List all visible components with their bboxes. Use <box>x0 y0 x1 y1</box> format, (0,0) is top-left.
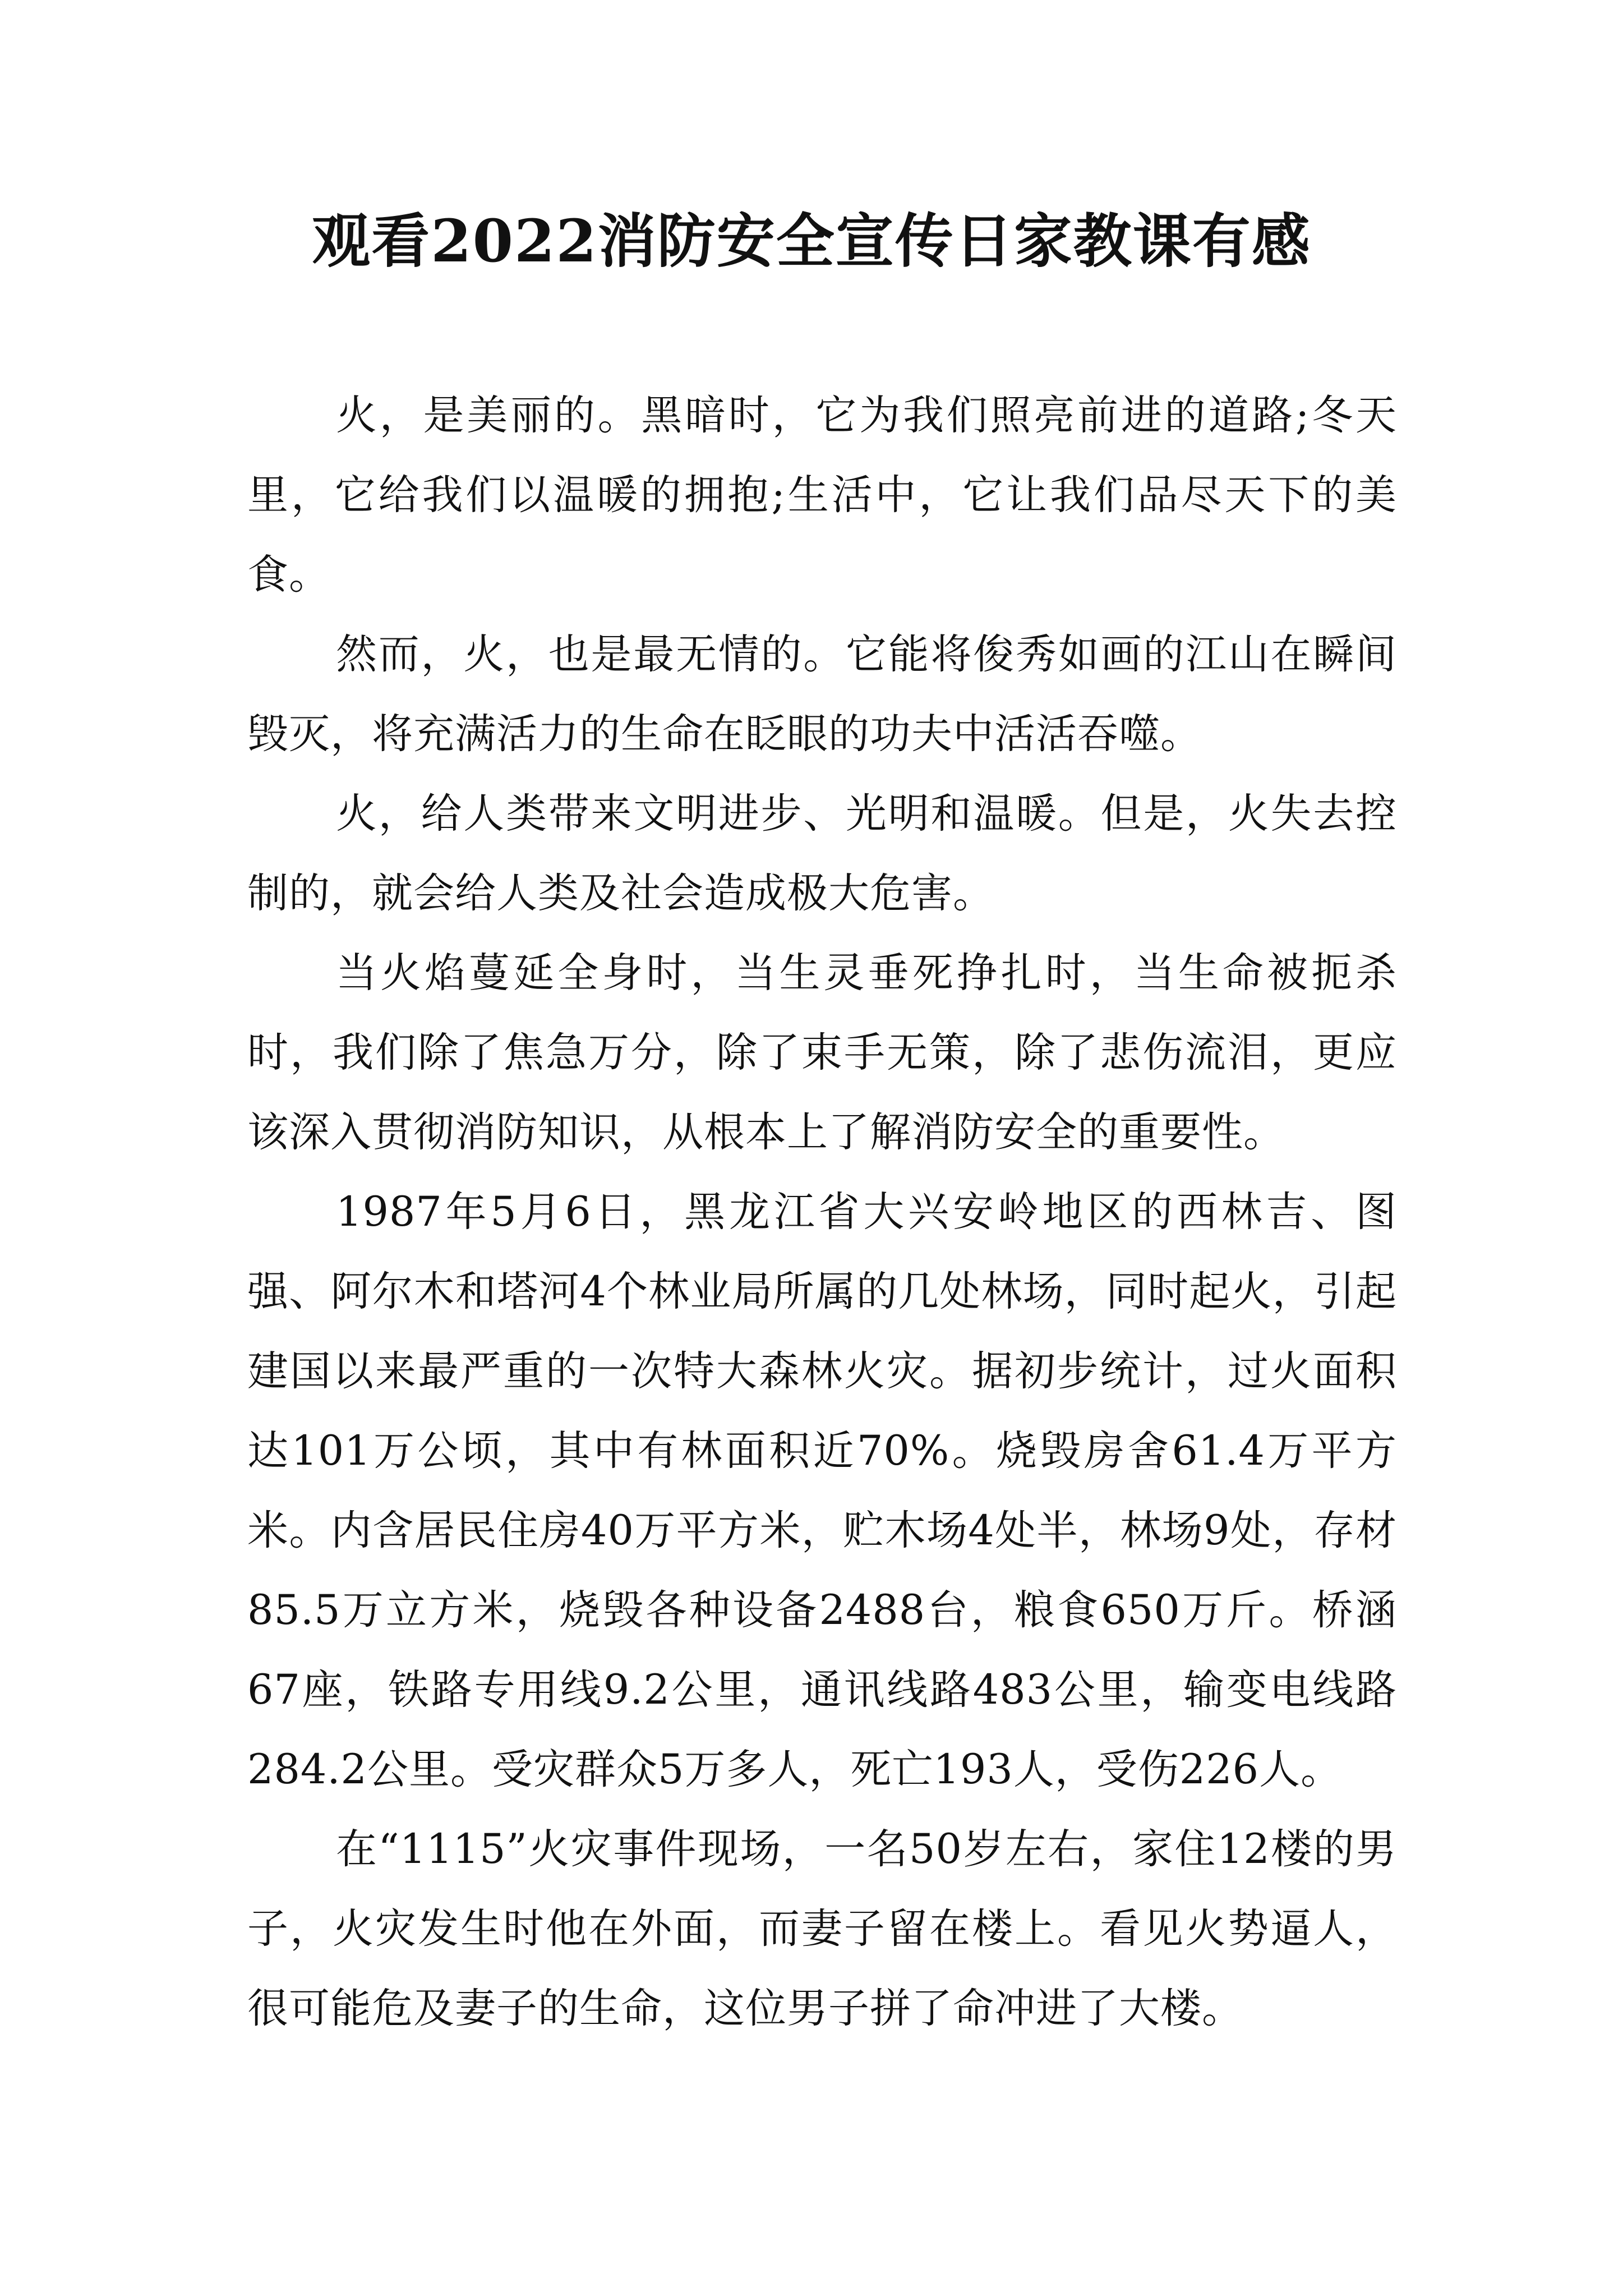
paragraph: 当火焰蔓延全身时，当生灵垂死挣扎时，当生命被扼杀时，我们除了焦急万分，除了束手无策，除了悲伤流泪，更应该深入贯彻消防知识，从根本上了解消防安全的重要性。 <box>247 949 1397 1156</box>
paragraph: 火，给人类带来文明进步、光明和温暖。但是，火失去控制的，就会给人类及社会造成极大危害。 <box>247 790 1397 917</box>
paragraph: 在“1115”火灾事件现场，一名50岁左右，家住12楼的男子，火灾发生时他在外面，而妻子留在楼上。看见火势逼人，很可能危及妻子的生命，这位男子拼了命冲进了大楼。 <box>247 1825 1397 2032</box>
paragraph: 火，是美丽的。黑暗时，它为我们照亮前进的道路;冬天里，它给我们以温暖的拥抱;生活中，它让我们品尽天下的美食。 <box>247 392 1397 599</box>
document-body <box>247 376 1397 2049</box>
paragraph: 1987年5月6日，黑龙江省大兴安岭地区的西林吉、图强、阿尔木和塔河4个林业局所属的几处林场，同时起火，引起建国以来最严重的一次特大森林火灾。据初步统计，过火面积达101万公顷，其中有林面积近70%。烧毁房舍61.4万平方米。内含居民住房40万平方米，贮木场4处半，林场9处，存材85.5万立方米，烧毁各种设备2488台，粮食650万斤。桥涵67座，铁路专用线9.2公里，通讯线路483公里，输变电线路284.2公里。受灾群众5万多人，死亡193人，受伤226人。 <box>247 1188 1397 1793</box>
paragraph: 然而，火，也是最无情的。它能将俊秀如画的江山在瞬间毁灭，将充满活力的生命在眨眼的功夫中活活吞噬。 <box>247 631 1397 758</box>
document-title: 观看2022消防安全宣传日家教课有感 <box>312 206 1311 275</box>
